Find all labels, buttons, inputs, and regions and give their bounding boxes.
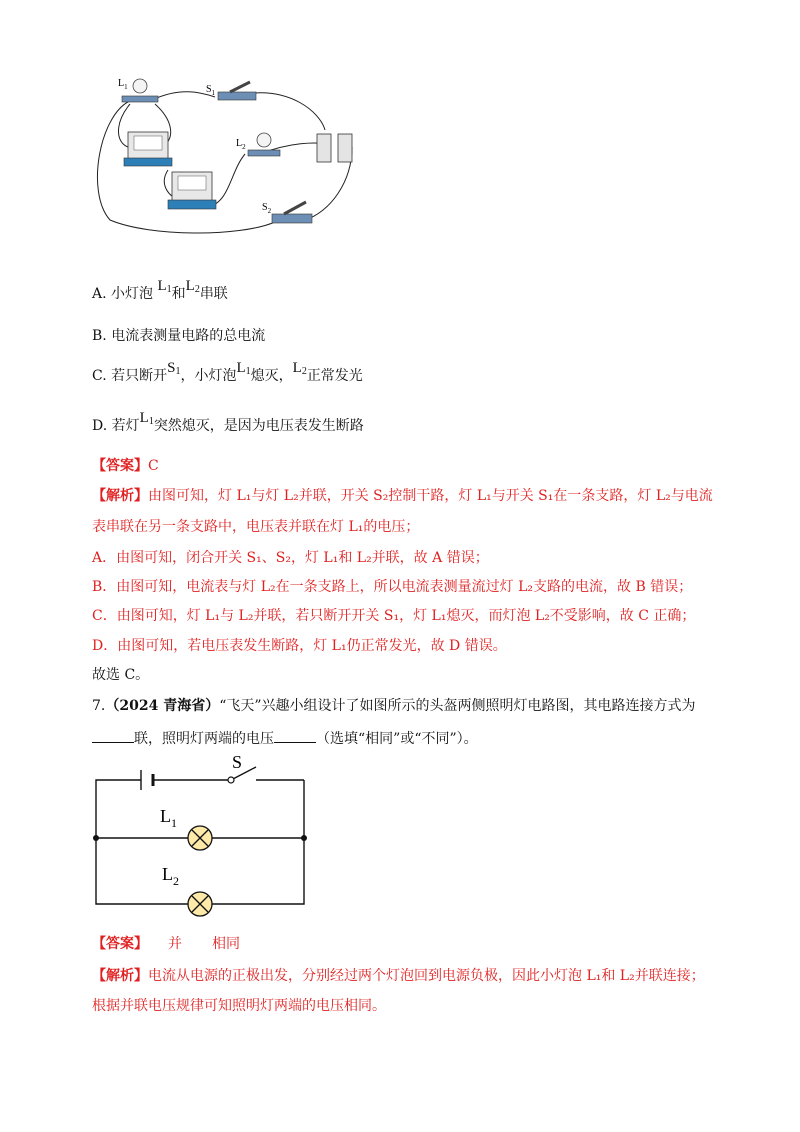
switch-s1-photo bbox=[218, 82, 256, 100]
answer-7: 【答案】 并 相同 bbox=[92, 936, 240, 952]
analysis-7-line1: 【解析】电流从电源的正极出发，分别经过两个灯泡回到电源负极，因此小灯泡 L₁和 L₂并联连接； bbox=[92, 968, 705, 984]
label-l2: $L_2$ bbox=[236, 138, 246, 151]
circuit-schematic-figure bbox=[86, 752, 316, 922]
fill-blank-2[interactable] bbox=[274, 728, 316, 743]
question-7-line1: 7.（2024 青海省）“飞天”兴趣小组设计了如图所示的头盔两侧照明灯电路图，其电路连接方式为 bbox=[92, 698, 696, 714]
lamp-l1-symbol bbox=[188, 826, 212, 850]
ammeter-photo bbox=[168, 172, 216, 209]
analysis-6-d: D．由图可知，若电压表发生断路，灯 L₁仍正常发光，故 D 错误。 bbox=[92, 638, 507, 654]
label-l1-schematic: $L_1$ bbox=[160, 806, 177, 830]
option-c: C. 若只断开$S_1$，小灯泡$L_1$熄灭，$L_2$正常发光 bbox=[92, 360, 363, 384]
label-switch-s: S bbox=[232, 752, 243, 772]
analysis-6-line1: 【解析】由图可知，灯 L₁与灯 L₂并联，开关 S₂控制干路，灯 L₁与开关 S₁在一条支路，灯 L₂与电流 bbox=[92, 488, 713, 504]
label-l1: $L_1$ bbox=[118, 78, 128, 91]
option-d: D. 若灯$L_1$突然熄灭，是因为电压表发生断路 bbox=[92, 410, 364, 434]
analysis-6-conclusion: 故选 C。 bbox=[92, 667, 150, 683]
label-s1: $S_1$ bbox=[206, 84, 216, 97]
switch-s2-photo bbox=[272, 202, 312, 223]
analysis-6-c: C．由图可知，灯 L₁与 L₂并联，若只断开开关 S₁，灯 L₁熄灭，而灯泡 L₂不受影响，故 C 正确； bbox=[92, 608, 696, 624]
lamp-l2-symbol bbox=[188, 892, 212, 916]
answer-6: 【答案】C bbox=[92, 458, 159, 474]
lamp-l2-photo bbox=[248, 133, 280, 156]
analysis-6-a: A．由图可知，闭合开关 S₁、S₂，灯 L₁和 L₂并联，故 A 错误； bbox=[92, 550, 489, 566]
voltmeter-photo bbox=[124, 132, 172, 166]
question-7-line2: 联，照明灯两端的电压 （选填“相同”或“不同”）。 bbox=[92, 728, 478, 749]
fill-blank-1[interactable] bbox=[92, 728, 134, 743]
option-b: B. 电流表测量电路的总电流 bbox=[92, 328, 266, 344]
label-s2: $S_2$ bbox=[262, 202, 272, 215]
battery-symbol bbox=[141, 770, 153, 790]
analysis-7-line2: 根据并联电压规律可知照明灯两端的电压相同。 bbox=[92, 998, 386, 1014]
label-l2-schematic: $L_2$ bbox=[162, 864, 179, 888]
analysis-6-line2: 表串联在另一条支路中，电压表并联在灯 L₁的电压； bbox=[92, 519, 420, 535]
option-a: A. 小灯泡 $L_1$和$L_2$串联 bbox=[92, 278, 228, 302]
analysis-6-b: B．由图可知，电流表与灯 L₂在一条支路上，所以电流表测量流过灯 L₂支路的电流，故 B 错误； bbox=[92, 579, 693, 595]
battery-photo bbox=[317, 134, 352, 162]
circuit-photo-figure bbox=[90, 72, 360, 242]
